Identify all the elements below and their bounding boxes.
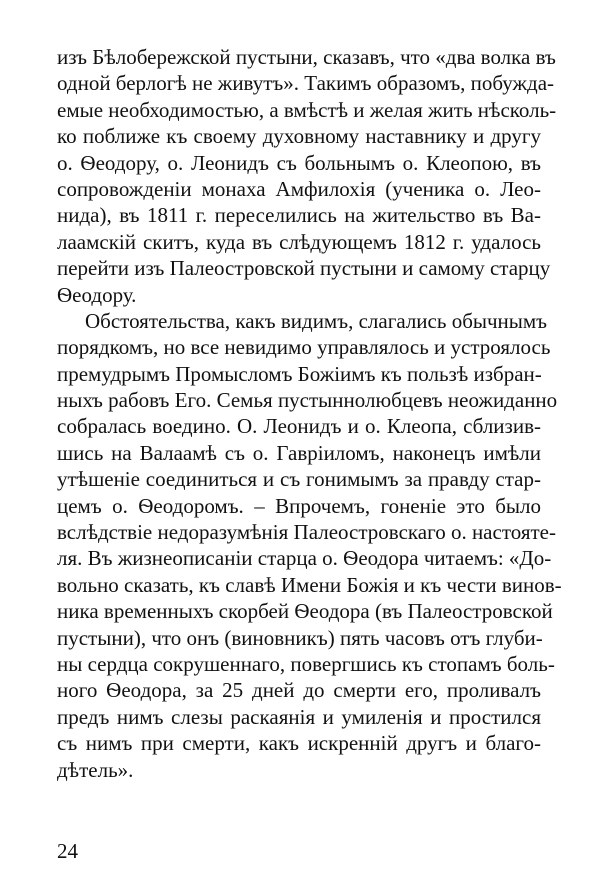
text-line: перейти изъ Палеостровской пустыни и самому старцу [57,256,551,281]
text-line: Ѳеодору. [57,282,137,307]
text-line: емые необходимостью, а вмѣстѣ и желая жить нѣсколь- [57,97,557,122]
text-line: шись на Валаамѣ съ о. Гавріиломъ, наконецъ имѣли [57,440,541,465]
text-line: порядкомъ, но все невидимо управлялось и устроялось [57,335,551,360]
text-line: ко поближе къ своему духовному наставнику и другу [57,124,541,149]
text-line: вслѣдствіе недоразумѣнія Палеостровскаго о. настояте- [57,520,556,545]
text-line: ля. Въ жизнеописаніи старца о. Ѳеодора читаемъ: «До- [57,546,552,571]
text-line: вольно сказать, къ славѣ Имени Божія и къ чести винов- [57,572,562,597]
text-line: ного Ѳеодора, за 25 дней до смерти его, проливалъ [57,678,541,703]
text-line: пустыни), что онъ (виновникъ) пять часовъ отъ глуби- [57,625,543,650]
text-line: Обстоятельства, какъ видимъ, слагались обычнымъ [85,308,548,333]
text-line: съ нимъ при смерти, какъ искренній другъ и благо- [57,731,541,756]
page-number: 24 [57,839,78,863]
text-line: изъ Бѣлобережской пустыни, сказавъ, что «два волка въ [57,45,556,69]
text-line: сопровожденіи монаха Амфилохія (ученика о. Лео- [57,176,541,201]
text-line: утѣшеніе соединиться и съ гонимымъ за правду стар- [57,467,541,492]
text-line: премудрымъ Промысломъ Божіимъ къ пользѣ избран- [57,361,542,386]
text-line: ника временныхъ скорбей Ѳеодора (въ Палеостровской [57,599,553,624]
body-text [57,44,562,783]
text-line: собралась воедино. О. Леонидъ и о. Клеопа, сблизив- [57,414,541,439]
text-line: нида), въ 1811 г. переселились на жительство въ Ва- [57,203,541,228]
text-line: одной берлогѣ не живутъ». Такимъ образомъ, побуждa- [57,71,555,96]
text-line: ныхъ рабовъ Его. Семья пустыннолюбцевъ неожиданно [57,388,558,413]
text-line: ны сердца сокрушеннаго, повергшись къ стопамъ боль- [57,651,555,676]
text-line: дѣтель». [57,757,134,782]
text-line: предъ нимъ слезы раскаянія и умиленія и простился [57,704,541,729]
text-line: цемъ о. Ѳеодоромъ. – Впрочемъ, гоненіе это было [57,493,541,518]
text-line: о. Ѳеодору, о. Леонидъ съ больнымъ о. Клеопою, въ [57,150,541,175]
text-line: лаамскій скитъ, куда въ слѣдующемъ 1812 г. удалось [57,229,541,254]
